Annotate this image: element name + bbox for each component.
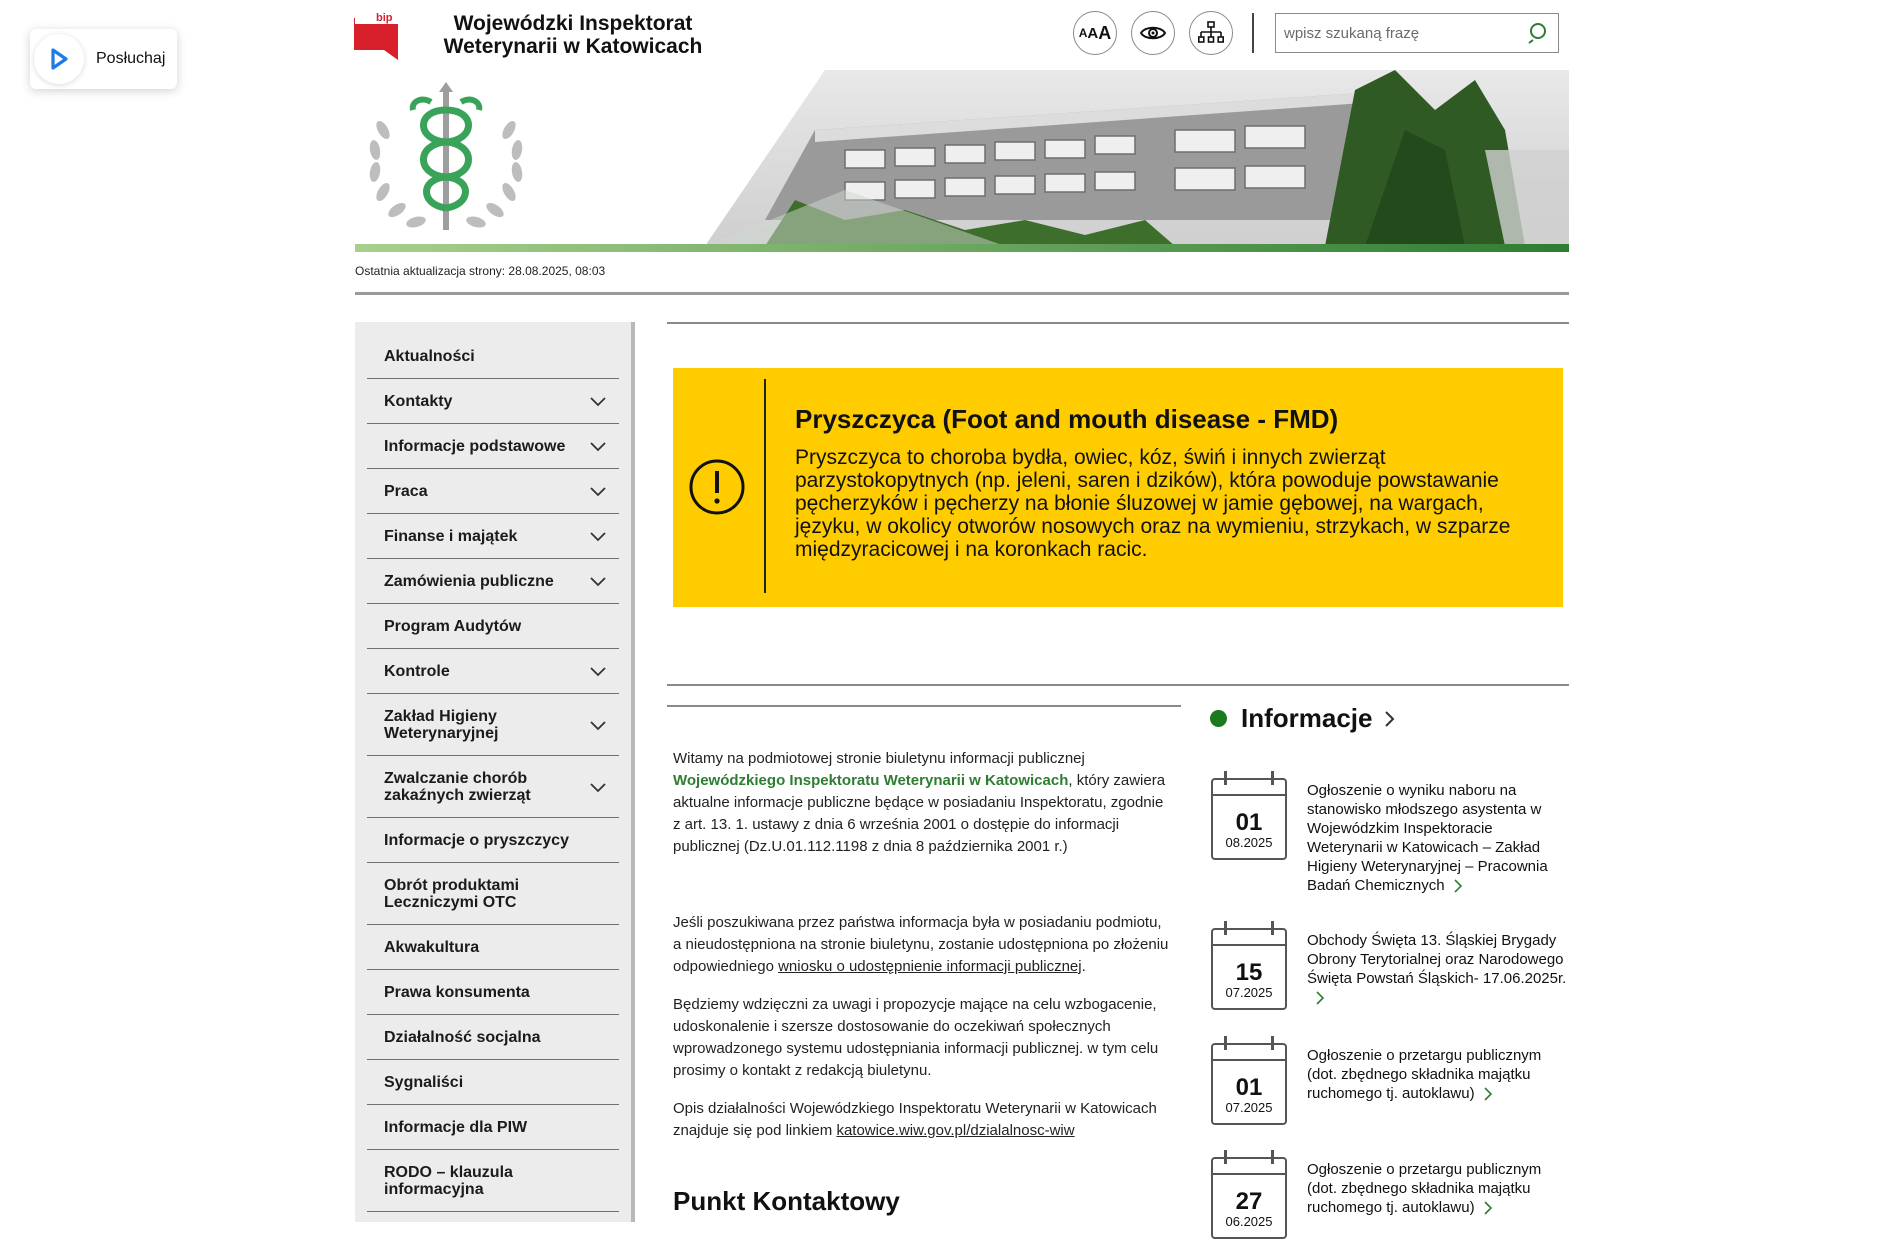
news-day: 27	[1235, 1188, 1263, 1215]
sidebar-item[interactable]	[367, 863, 619, 925]
sidebar-item[interactable]	[367, 322, 619, 379]
sidebar-item-label: Informacje o pryszczycy	[384, 831, 569, 849]
sidebar-item[interactable]	[367, 1150, 619, 1212]
sidebar-item-label: Informacje podstawowe	[384, 437, 566, 455]
alert-text: Pryszczyca to choroba bydła, owiec, kóz, świń i innych zwierząt parzystokopytnych (np. jeleni, saren i dzików), która powoduje powstawanie pęcherzyków i pęcherzy na błonie śluzowej w jamie gębowej, na wargach, języku, w okolicy otworów nosowych oraz na wymieniu, strzykach, w szparze międzyracicowej i na koronkach racic.	[795, 446, 1511, 561]
sidebar-item-label: Kontakty	[384, 392, 453, 410]
sidebar-item[interactable]	[367, 1015, 619, 1060]
sidebar-item[interactable]	[367, 1105, 619, 1150]
institution-name[interactable]	[438, 12, 708, 58]
sidebar-item[interactable]	[367, 514, 619, 559]
alert-title: Pryszczyca (Foot and mouth disease - FMD)	[795, 404, 1339, 434]
sidebar-item-label: Sygnaliści	[384, 1073, 464, 1091]
welcome-divider	[667, 705, 1181, 707]
contrast-button[interactable]	[1131, 11, 1175, 55]
listen-widget[interactable]	[30, 29, 177, 89]
news-month-year: 07.2025	[1225, 985, 1273, 1000]
sitemap-icon	[1198, 21, 1224, 45]
news-title[interactable]	[1307, 1160, 1569, 1217]
sidebar-item[interactable]	[367, 1060, 619, 1105]
sidebar-item[interactable]	[367, 379, 619, 424]
play-icon[interactable]	[34, 34, 84, 84]
chevron-down-icon[interactable]	[589, 778, 607, 796]
sidebar-item[interactable]	[367, 559, 619, 604]
news-day: 15	[1235, 959, 1263, 986]
institution-name-line1: Wojewódzki Inspektorat	[453, 12, 693, 35]
eye-icon	[1140, 24, 1166, 42]
institution-name-line2: Weterynarii w Katowicach	[443, 35, 703, 58]
news-day: 01	[1235, 809, 1263, 836]
sidebar-item[interactable]	[367, 818, 619, 863]
info-heading-label: Informacje	[1241, 703, 1373, 733]
sidebar-item-label: RODO – klauzula informacyjna	[384, 1163, 513, 1198]
chevron-down-icon[interactable]	[589, 716, 607, 734]
welcome-paragraph-1: Witamy na podmiotowej stronie biuletynu informacji publicznej Wojewódzkiego Inspektoratu Weterynarii w Katowicach, który zawiera aktualne informacje publiczne będące w posiadaniu Inspektoratu, zgodnie z art. 13. 1. ustawy z dnia 6 września 2001 o dostępie do informacji publicznej (Dz.U.01.112.1198 z dnia 8 października 2001 r.)	[673, 750, 1166, 855]
sidebar-item-label: Akwakultura	[384, 938, 480, 956]
news-month-year: 07.2025	[1225, 1100, 1273, 1115]
bip-logo-text: bip	[376, 12, 393, 24]
chevron-down-icon[interactable]	[589, 482, 607, 500]
sidebar-item-label: Zakład Higieny Weterynaryjnej	[384, 707, 499, 742]
search-icon	[1528, 22, 1550, 44]
fmd-alert-box	[673, 368, 1563, 607]
main-divider-middle	[667, 684, 1569, 686]
chevron-down-icon[interactable]	[589, 437, 607, 455]
chevron-right-icon[interactable]	[1483, 1087, 1493, 1101]
chevron-right-icon[interactable]	[1453, 879, 1463, 893]
sidebar-item-label: Działalność socjalna	[384, 1028, 541, 1046]
search-input[interactable]	[1276, 15, 1520, 51]
exclamation-circle-icon	[688, 458, 746, 516]
sidebar-item[interactable]	[367, 694, 619, 756]
bip-logo[interactable]	[354, 10, 398, 60]
sidebar-item[interactable]	[367, 649, 619, 694]
font-size-medium-letter: A	[1087, 24, 1099, 42]
activity-description-link[interactable]: katowice.wiw.gov.pl/dzialalnosc-wiw	[836, 1122, 1075, 1139]
info-heading[interactable]	[1210, 703, 1397, 734]
banner-green-stripe	[355, 244, 1569, 252]
sidebar-item[interactable]	[367, 424, 619, 469]
news-title-text: Ogłoszenie o przetargu publicznym (dot. zbędnego składnika majątku ruchomego tj. autoklawu)	[1307, 1047, 1542, 1102]
veterinary-emblem-icon	[361, 80, 531, 240]
organization-name: Wojewódzkiego Inspektoratu Weterynarii w Katowicach	[673, 772, 1069, 789]
sidebar-item-label: Finanse i majątek	[384, 527, 518, 545]
sidebar-item-label: Zamówienia publiczne	[384, 572, 554, 590]
green-dot-icon	[1210, 710, 1227, 727]
font-size-large-letter: A	[1098, 22, 1112, 43]
news-month-year: 06.2025	[1225, 1214, 1273, 1229]
news-title-text: Obchody Święta 13. Śląskiej Brygady Obrony Terytorialnej oraz Narodowego Święta Powstań Śląskich- 17.06.2025r.	[1307, 932, 1567, 987]
font-size-small-letter: A	[1078, 26, 1088, 40]
welcome-paragraph-2: Jeśli poszukiwana przez państwa informacja była w posiadaniu podmiotu, a nieudostępniona na stronie biuletynu, zostanie udostępniona po złożeniu odpowiedniego wniosku o udostępnienie informacji publicznej.	[673, 914, 1169, 975]
sidebar-item[interactable]	[367, 604, 619, 649]
news-month-year: 08.2025	[1225, 835, 1273, 850]
alert-divider	[764, 379, 766, 593]
search-box	[1275, 13, 1559, 53]
header-banner	[355, 70, 1569, 252]
sidebar-item-label: Prawa konsumenta	[384, 983, 530, 1001]
news-day: 01	[1235, 1074, 1263, 1101]
sidebar-item-label: Aktualności	[384, 347, 475, 365]
chevron-down-icon[interactable]	[589, 527, 607, 545]
sidebar-item[interactable]	[367, 925, 619, 970]
sidebar-menu	[355, 322, 635, 1222]
welcome-paragraph-3: Będziemy wdzięczni za uwagi i propozycje mające na celu wzbogacenie, udoskonalenie i szersze dostosowanie do oczekiwań społecznych wprowadzonego systemu udostępniania informacji publicznej. w tym celu prosimy o kontakt z redakcją biuletynu.	[673, 996, 1159, 1079]
chevron-down-icon[interactable]	[589, 572, 607, 590]
welcome-paragraph-4: Opis działalności Wojewódzkiego Inspektoratu Weterynarii w Katowicach znajduje się pod linkiem katowice.wiw.gov.pl/dzialalnosc-wiw	[673, 1100, 1157, 1139]
listen-label: Posłuchaj	[96, 50, 166, 67]
building-photo	[705, 70, 1569, 246]
sidebar-item-label: Obrót produktami Leczniczymi OTC	[384, 876, 520, 911]
header-divider	[355, 292, 1569, 295]
contact-point-heading: Punkt Kontaktowy	[673, 1186, 900, 1216]
sidebar-item-label: Kontrole	[384, 662, 450, 680]
sidebar-item[interactable]	[367, 469, 619, 514]
chevron-right-icon[interactable]	[1315, 991, 1325, 1005]
news-title-text: Ogłoszenie o wyniku naboru na stanowisko młodszego asystenta w Wojewódzkim Inspektoracie Weterynarii w Katowicach – Zakład Higieny Weterynaryjnej – Pracownia Badań Chemicznych	[1307, 782, 1548, 894]
chevron-right-icon	[1383, 709, 1397, 729]
search-button[interactable]	[1520, 14, 1558, 52]
foi-request-link[interactable]: wniosku o udostępnienie informacji publicznej	[778, 958, 1082, 975]
sitemap-button[interactable]	[1189, 11, 1233, 55]
welcome-section	[673, 748, 1173, 1158]
sidebar-item[interactable]	[367, 756, 619, 818]
news-title[interactable]	[1307, 781, 1569, 895]
main-divider-top	[667, 322, 1569, 324]
news-title[interactable]	[1307, 931, 1569, 1007]
news-title[interactable]	[1307, 1046, 1569, 1103]
sidebar-item-label: Zwalczanie chorób zakaźnych zwierząt	[384, 769, 531, 804]
chevron-down-icon[interactable]	[589, 662, 607, 680]
chevron-right-icon[interactable]	[1483, 1201, 1493, 1215]
font-size-button[interactable]	[1073, 11, 1117, 55]
toolbar-divider	[1252, 13, 1254, 53]
sidebar-item-label: Program Audytów	[384, 617, 522, 635]
news-title-text: Ogłoszenie o przetargu publicznym (dot. zbędnego składnika majątku ruchomego tj. autoklawu)	[1307, 1161, 1542, 1216]
chevron-down-icon[interactable]	[589, 392, 607, 410]
sidebar-item[interactable]	[367, 970, 619, 1015]
sidebar-item-label: Informacje dla PIW	[384, 1118, 528, 1136]
last-update-text: Ostatnia aktualizacja strony: 28.08.2025, 08:03	[355, 264, 606, 278]
sidebar-item-label: Praca	[384, 482, 428, 500]
